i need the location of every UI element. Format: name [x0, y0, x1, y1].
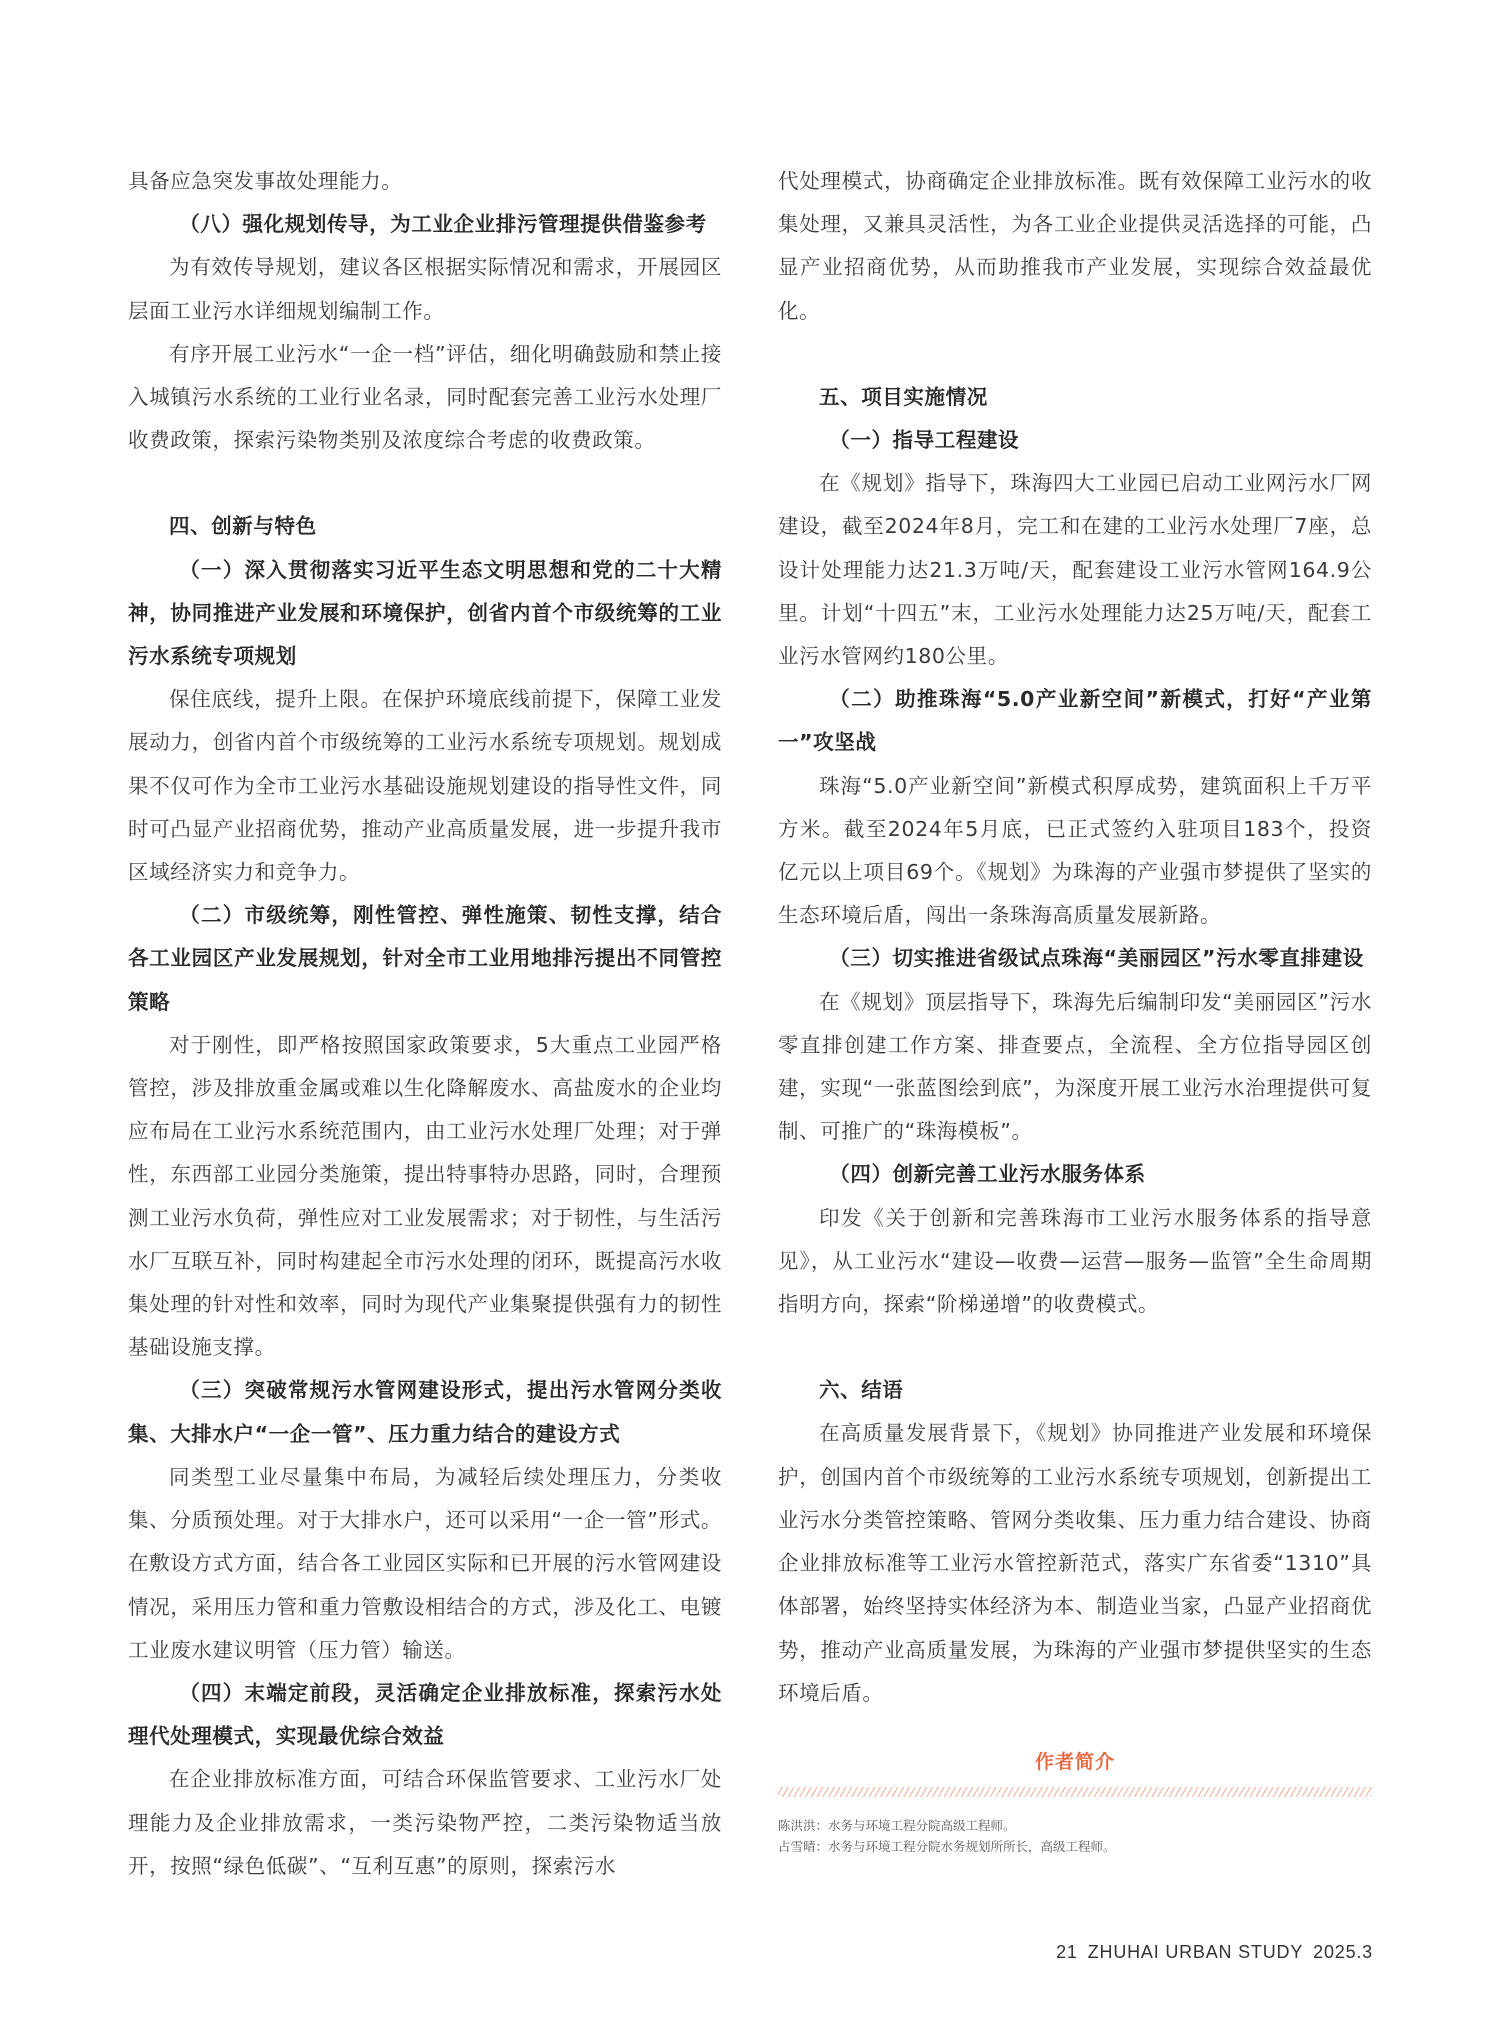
paragraph: 印发《关于创新和完善珠海市工业污水服务体系的指导意见》，从工业污水“建设—收费—运营—服务—监管”全生命周期指明方向，探索“阶梯递增”的收费模式。 — [778, 1205, 1372, 1317]
page-number: 21 — [1056, 1942, 1078, 1962]
journal-name: ZHUHAI URBAN STUDY — [1087, 1942, 1304, 1962]
subheading-5-1: （一）指导工程建设 — [829, 428, 1020, 453]
subheading-5-3: （三）切实推进省级试点珠海“美丽园区”污水零直排建设 — [829, 946, 1364, 971]
paragraph: 在高质量发展背景下，《规划》协同推进产业发展和环境保护，创国内首个市级统筹的工业污水系统专项规划，创新提出工业污水分类管控策略、管网分类收集、压力重力结合建设、协商企业排放标准等工业污水管控新范式，落实广东省委“1310”具体部署，始终坚持实体经济为本、制造业当家，凸显产业招商优势，推动产业高质量发展，为珠海的产业强市梦提供坚实的生态环境后盾。 — [778, 1421, 1372, 1705]
left-column — [128, 160, 722, 1888]
subheading-5-2: （二）助推珠海“5.0产业新空间”新模式，打好“产业第一”攻坚战 — [778, 687, 1372, 755]
paragraph: 保住底线，提升上限。在保护环境底线前提下，保障工业发展动力，创省内首个市级统筹的工业污水系统专项规划。规划成果不仅可作为全市工业污水基础设施规划建设的指导性文件，同时可凸显产业招商优势，推动产业高质量发展，进一步提升我市区域经济实力和竞争力。 — [128, 687, 722, 885]
subheading-4-4: （四）末端定前段，灵活确定企业排放标准，探索污水处理代处理模式，实现最优综合效益 — [128, 1680, 722, 1749]
subheading-4-2: （二）市级统筹，刚性管控、弹性施策、韧性支撑，结合各工业园区产业发展规划，针对全市工业用地排污提出不同管控策略 — [128, 903, 722, 1014]
paragraph: 在《规划》指导下，珠海四大工业园已启动工业网污水厂网建设，截至2024年8月，完工和在建的工业污水处理厂7座，总设计处理能力达21.3万吨/天，配套建设工业污水管网164.9公里。计划“十四五”末，工业污水处理能力达25万吨/天，配套工业污水管网约180公里。 — [778, 471, 1372, 669]
paragraph-continued: 代处理模式，协商确定企业排放标准。既有效保障工业污水的收集处理，又兼具灵活性，为各工业企业提供灵活选择的可能，凸显产业招商优势，从而助推我市产业发展，实现综合效益最优化。 — [778, 169, 1372, 323]
right-column — [778, 160, 1372, 1715]
subheading-4-1: （一）深入贯彻落实习近平生态文明思想和党的二十大精神，协同推进产业发展和环境保护，创省内首个市级统筹的工业污水系统专项规划 — [128, 557, 722, 669]
author-bio-title: 作者简介 — [1034, 1751, 1115, 1773]
hatched-divider — [778, 1787, 1372, 1797]
author-line: 陈洪洪：水务与环境工程分院高级工程师。 — [778, 1818, 1016, 1833]
author-line: 占雪晴：水务与环境工程分院水务规划所所长，高级工程师。 — [778, 1839, 1116, 1854]
section-heading-4: 四、创新与特色 — [169, 514, 317, 539]
paragraph: 对于刚性，即严格按照国家政策要求，5大重点工业园严格管控，涉及排放重金属或难以生化降解废水、高盐废水的企业均应布局在工业污水系统范围内，由工业污水处理厂处理；对于弹性，东西部工业园分类施策，提出特事特办思路，同时，合理预测工业污水负荷，弹性应对工业发展需求；对于韧性，与生活污水厂互联互补，同时构建起全市污水处理的闭环，既提高污水收集处理的针对性和效率，同时为现代产业集聚提供强有力的韧性基础设施支撑。 — [128, 1032, 722, 1360]
page-footer — [1056, 1942, 1373, 1963]
paragraph-continued: 具备应急突发事故处理能力。 — [128, 169, 403, 193]
paragraph: 为有效传导规划，建议各区根据实际情况和需求，开展园区层面工业污水详细规划编制工作。 — [128, 255, 722, 323]
paragraph: 在企业排放标准方面，可结合环保监管要求、工业污水厂处理能力及企业排放需求，一类污染物严控，二类污染物适当放开，按照“绿色低碳”、“互利互惠”的原则，探索污水 — [128, 1767, 722, 1878]
section-heading-6: 六、结语 — [819, 1378, 904, 1403]
subheading-4-3: （三）突破常规污水管网建设形式，提出污水管网分类收集、大排水户“一企一管”、压力重力结合的建设方式 — [128, 1378, 722, 1446]
subheading-8: （八）强化规划传导，为工业企业排污管理提供借鉴参考 — [179, 212, 707, 237]
paragraph: 珠海“5.0产业新空间”新模式积厚成势，建筑面积上千万平方米。截至2024年5月底，已正式签约入驻项目183个，投资亿元以上项目69个。《规划》为珠海的产业强市梦提供了坚实的生态环境后盾，闯出一条珠海高质量发展新路。 — [778, 773, 1372, 928]
issue-number: 2025.3 — [1313, 1942, 1373, 1962]
paragraph: 同类型工业尽量集中布局，为减轻后续处理压力，分类收集、分质预处理。对于大排水户，还可以采用“一企一管”形式。在敷设方式方面，结合各工业园区实际和已开展的污水管网建设情况，采用压力管和重力管敷设相结合的方式，涉及化工、电镀工业废水建议明管（压力管）输送。 — [128, 1464, 722, 1662]
author-bio — [778, 1747, 1372, 1857]
paragraph: 在《规划》顶层指导下，珠海先后编制印发“美丽园区”污水零直排创建工作方案、排查要点，全流程、全方位指导园区创建，实现“一张蓝图绘到底”，为深度开展工业污水治理提供可复制、可推广的“珠海模板”。 — [778, 989, 1372, 1144]
section-heading-5: 五、项目实施情况 — [819, 384, 988, 409]
paragraph: 有序开展工业污水“一企一档”评估，细化明确鼓励和禁止接入城镇污水系统的工业行业名录，同时配套完善工业污水处理厂收费政策，探索污染物类别及浓度综合考虑的收费政策。 — [128, 341, 722, 453]
subheading-5-4: （四）创新完善工业污水服务体系 — [829, 1162, 1146, 1187]
